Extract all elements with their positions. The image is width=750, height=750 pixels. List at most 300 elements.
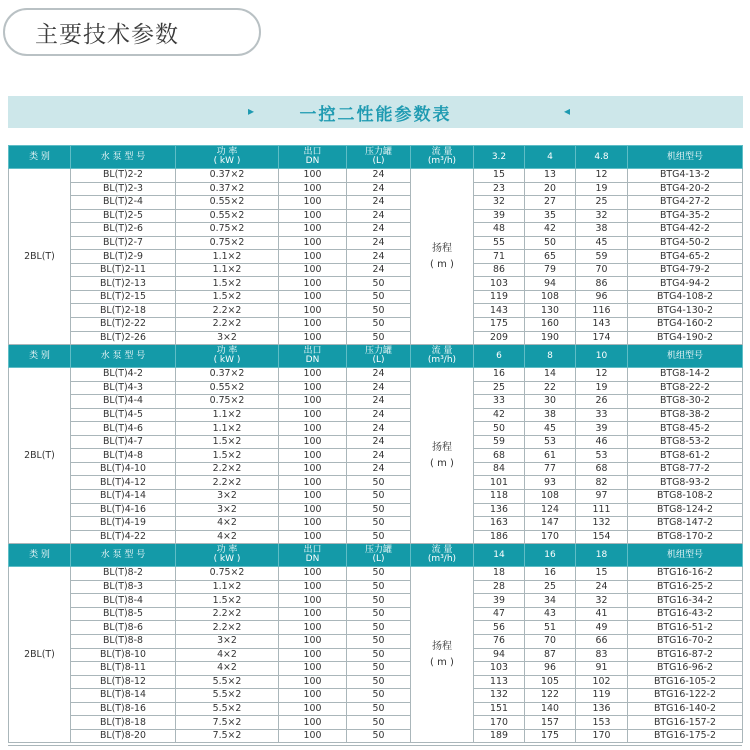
tank-cell: 24 [347,209,411,223]
head-value-cell: 119 [474,290,525,304]
header-tank-unit: (L) [372,355,385,366]
tank-cell: 50 [347,580,411,594]
outlet-cell: 100 [279,277,347,291]
lift-label: 扬程 [432,242,452,254]
head-value-cell: 56 [474,621,525,635]
head-value-cell: 55 [474,236,525,250]
pump-model-cell: BL(T)8-3 [71,580,176,594]
performance-table [8,145,743,743]
head-value-cell: 45 [576,236,628,250]
table-row [9,503,743,517]
unit-model-cell: BTG4-50-2 [628,236,743,250]
table-row [9,368,743,382]
outlet-cell: 100 [279,729,347,743]
power-cell: 2.2×2 [176,621,279,635]
unit-model-cell: BTG8-14-2 [628,368,743,382]
header-unit-model: 机组型号 [628,544,743,567]
pump-model-cell: BL(T)8-8 [71,634,176,648]
head-value-cell: 30 [525,395,576,409]
unit-model-cell: BTG4-27-2 [628,196,743,210]
table-row [9,449,743,463]
unit-model-cell: BTG4-35-2 [628,209,743,223]
table-row [9,689,743,703]
tank-cell: 50 [347,277,411,291]
unit-model-cell: BTG8-108-2 [628,490,743,504]
outlet-cell: 100 [279,435,347,449]
head-value-cell: 12 [576,368,628,382]
table-row [9,675,743,689]
lift-label-cell [411,567,474,743]
head-value-cell: 27 [525,196,576,210]
head-value-cell: 140 [525,702,576,716]
header-power-label: 功 率 [216,545,238,556]
pump-model-cell: BL(T)2-3 [71,182,176,196]
header-outlet-label: 出口 [303,346,322,357]
header-category: 类 别 [9,544,71,567]
arrow-right-icon: ▸ [248,104,255,118]
header-power-label: 功 率 [216,346,238,357]
head-value-cell: 20 [525,182,576,196]
tank-cell: 50 [347,689,411,703]
head-value-cell: 41 [576,607,628,621]
pump-model-cell: BL(T)2-4 [71,196,176,210]
table-row [9,408,743,422]
table-row [9,209,743,223]
header-tank-label: 压力罐 [364,545,392,556]
table-row [9,490,743,504]
unit-model-cell: BTG16-96-2 [628,662,743,676]
power-cell: 3×2 [176,503,279,517]
pump-model-cell: BL(T)8-16 [71,702,176,716]
power-cell: 0.55×2 [176,196,279,210]
pump-model-cell: BL(T)4-14 [71,490,176,504]
table-row [9,236,743,250]
head-value-cell: 186 [474,530,525,544]
unit-model-cell: BTG8-45-2 [628,422,743,436]
outlet-cell: 100 [279,476,347,490]
unit-model-cell: BTG4-160-2 [628,318,743,332]
table-row [9,607,743,621]
power-cell: 3×2 [176,634,279,648]
power-cell: 2.2×2 [176,607,279,621]
header-outlet-unit: DN [305,355,320,366]
head-value-cell: 189 [474,729,525,743]
table-header-row [9,146,743,169]
tank-cell: 50 [347,304,411,318]
section-title: 主要技术参数 [35,21,179,48]
pump-model-cell: BL(T)8-10 [71,648,176,662]
unit-model-cell: BTG16-16-2 [628,567,743,581]
head-value-cell: 35 [525,209,576,223]
head-value-cell: 39 [474,594,525,608]
outlet-cell: 100 [279,530,347,544]
head-value-cell: 70 [576,263,628,277]
power-cell: 1.5×2 [176,594,279,608]
head-value-cell: 47 [474,607,525,621]
header-tank-label: 压力罐 [364,147,392,157]
outlet-cell: 100 [279,290,347,304]
head-value-cell: 136 [576,702,628,716]
header-flow-value: 10 [576,345,628,368]
tank-cell: 50 [347,621,411,635]
tank-cell: 50 [347,716,411,730]
header-outlet [279,345,347,368]
outlet-cell: 100 [279,368,347,382]
outlet-cell: 100 [279,263,347,277]
table-row [9,395,743,409]
table-row [9,318,743,332]
header-flow-label: 流 量 [431,147,453,157]
outlet-cell: 100 [279,318,347,332]
outlet-cell: 100 [279,422,347,436]
header-flow-unit: (m³/h) [427,156,457,166]
power-cell: 2.2×2 [176,462,279,476]
head-value-cell: 51 [525,621,576,635]
table-header-row [9,544,743,567]
head-value-cell: 94 [525,277,576,291]
pump-model-cell: BL(T)4-16 [71,503,176,517]
lift-unit: ( m ) [430,656,454,668]
tank-cell: 50 [347,331,411,345]
head-value-cell: 118 [474,490,525,504]
unit-model-cell: BTG4-94-2 [628,277,743,291]
header-category: 类 别 [9,146,71,169]
table-row [9,476,743,490]
head-value-cell: 170 [576,729,628,743]
header-flow-label: 流 量 [431,545,453,556]
power-cell: 0.75×2 [176,567,279,581]
header-outlet-unit: DN [305,156,320,166]
power-cell: 0.37×2 [176,368,279,382]
tank-cell: 50 [347,662,411,676]
head-value-cell: 76 [474,634,525,648]
tank-cell: 24 [347,196,411,210]
header-unit-model: 机组型号 [628,345,743,368]
unit-model-cell: BTG8-147-2 [628,517,743,531]
tank-cell: 24 [347,381,411,395]
header-tank-unit: (L) [372,554,385,565]
head-value-cell: 209 [474,331,525,345]
tank-cell: 24 [347,236,411,250]
header-flow-value: 4 [525,146,576,169]
head-value-cell: 113 [474,675,525,689]
table-row [9,263,743,277]
head-value-cell: 91 [576,662,628,676]
outlet-cell: 100 [279,196,347,210]
head-value-cell: 83 [576,648,628,662]
pump-model-cell: BL(T)8-14 [71,689,176,703]
outlet-cell: 100 [279,675,347,689]
head-value-cell: 132 [576,517,628,531]
header-flow-value: 6 [474,345,525,368]
head-value-cell: 39 [474,209,525,223]
unit-model-cell: BTG8-30-2 [628,395,743,409]
pump-model-cell: BL(T)8-18 [71,716,176,730]
unit-model-cell: BTG8-22-2 [628,381,743,395]
head-value-cell: 38 [576,223,628,237]
outlet-cell: 100 [279,236,347,250]
head-value-cell: 65 [525,250,576,264]
tank-cell: 24 [347,182,411,196]
outlet-cell: 100 [279,223,347,237]
head-value-cell: 33 [474,395,525,409]
head-value-cell: 101 [474,476,525,490]
head-value-cell: 147 [525,517,576,531]
head-value-cell: 43 [525,607,576,621]
head-value-cell: 49 [576,621,628,635]
head-value-cell: 19 [576,182,628,196]
tank-cell: 50 [347,476,411,490]
head-value-cell: 103 [474,662,525,676]
pump-model-cell: BL(T)2-6 [71,223,176,237]
tank-cell: 24 [347,223,411,237]
header-tank-label: 压力罐 [364,346,392,357]
tank-cell: 24 [347,263,411,277]
power-cell: 1.5×2 [176,449,279,463]
header-power-label: 功 率 [216,147,238,157]
pump-model-cell: BL(T)4-7 [71,435,176,449]
head-value-cell: 50 [525,236,576,250]
head-value-cell: 45 [525,422,576,436]
unit-model-cell: BTG4-20-2 [628,182,743,196]
header-flow [411,146,474,169]
power-cell: 0.37×2 [176,169,279,183]
head-value-cell: 16 [525,567,576,581]
unit-model-cell: BTG8-170-2 [628,530,743,544]
pump-model-cell: BL(T)4-6 [71,422,176,436]
power-cell: 2.2×2 [176,304,279,318]
power-cell: 1.1×2 [176,263,279,277]
head-value-cell: 32 [576,594,628,608]
pump-model-cell: BL(T)2-15 [71,290,176,304]
table-banner [8,96,743,128]
head-value-cell: 50 [474,422,525,436]
lift-label-cell [411,169,474,345]
unit-model-cell: BTG8-38-2 [628,408,743,422]
category-cell: 2BL(T) [9,567,71,743]
pump-model-cell: BL(T)2-18 [71,304,176,318]
header-flow [411,544,474,567]
head-value-cell: 68 [474,449,525,463]
head-value-cell: 174 [576,331,628,345]
power-cell: 3×2 [176,331,279,345]
tank-cell: 24 [347,368,411,382]
pump-model-cell: BL(T)2-5 [71,209,176,223]
head-value-cell: 122 [525,689,576,703]
tank-cell: 24 [347,250,411,264]
head-value-cell: 116 [576,304,628,318]
power-cell: 2.2×2 [176,476,279,490]
table-row [9,422,743,436]
head-value-cell: 12 [576,169,628,183]
unit-model-cell: BTG4-130-2 [628,304,743,318]
pump-model-cell: BL(T)4-5 [71,408,176,422]
head-value-cell: 32 [474,196,525,210]
outlet-cell: 100 [279,331,347,345]
tank-cell: 50 [347,503,411,517]
tank-cell: 50 [347,517,411,531]
head-value-cell: 70 [525,634,576,648]
head-value-cell: 170 [474,716,525,730]
head-value-cell: 71 [474,250,525,264]
unit-model-cell: BTG16-70-2 [628,634,743,648]
power-cell: 7.5×2 [176,729,279,743]
pump-model-cell: BL(T)2-13 [71,277,176,291]
outlet-cell: 100 [279,567,347,581]
pump-model-cell: BL(T)8-5 [71,607,176,621]
head-value-cell: 163 [474,517,525,531]
pump-model-cell: BL(T)4-22 [71,530,176,544]
outlet-cell: 100 [279,689,347,703]
head-value-cell: 39 [576,422,628,436]
outlet-cell: 100 [279,607,347,621]
outlet-cell: 100 [279,517,347,531]
table-row [9,304,743,318]
unit-model-cell: BTG16-87-2 [628,648,743,662]
header-flow-value: 18 [576,544,628,567]
tank-cell: 50 [347,675,411,689]
arrow-left-icon: ◂ [564,104,571,118]
pump-model-cell: BL(T)2-9 [71,250,176,264]
header-tank [347,146,411,169]
unit-model-cell: BTG8-77-2 [628,462,743,476]
power-cell: 1.5×2 [176,290,279,304]
tank-cell: 50 [347,490,411,504]
tank-cell: 50 [347,594,411,608]
power-cell: 1.1×2 [176,408,279,422]
table-row [9,223,743,237]
outlet-cell: 100 [279,702,347,716]
header-category: 类 别 [9,345,71,368]
header-outlet-unit: DN [305,554,320,565]
unit-model-cell: BTG8-61-2 [628,449,743,463]
table-row [9,729,743,743]
tank-cell: 24 [347,395,411,409]
head-value-cell: 18 [474,567,525,581]
head-value-cell: 111 [576,503,628,517]
power-cell: 0.37×2 [176,182,279,196]
pump-model-cell: BL(T)8-2 [71,567,176,581]
power-cell: 5.5×2 [176,702,279,716]
unit-model-cell: BTG4-65-2 [628,250,743,264]
head-value-cell: 25 [576,196,628,210]
unit-model-cell: BTG16-34-2 [628,594,743,608]
pump-model-cell: BL(T)8-4 [71,594,176,608]
table-row [9,277,743,291]
outlet-cell: 100 [279,408,347,422]
lift-unit: ( m ) [430,457,454,469]
header-flow [411,345,474,368]
head-value-cell: 93 [525,476,576,490]
power-cell: 3×2 [176,490,279,504]
head-value-cell: 136 [474,503,525,517]
unit-model-cell: BTG16-25-2 [628,580,743,594]
header-flow-value: 8 [525,345,576,368]
outlet-cell: 100 [279,594,347,608]
head-value-cell: 33 [576,408,628,422]
head-value-cell: 96 [576,290,628,304]
head-value-cell: 119 [576,689,628,703]
head-value-cell: 42 [474,408,525,422]
power-cell: 4×2 [176,648,279,662]
head-value-cell: 15 [576,567,628,581]
power-cell: 4×2 [176,517,279,531]
power-cell: 4×2 [176,530,279,544]
head-value-cell: 34 [525,594,576,608]
head-value-cell: 82 [576,476,628,490]
unit-model-cell: BTG16-51-2 [628,621,743,635]
table-row [9,594,743,608]
header-flow-label: 流 量 [431,346,453,357]
pump-model-cell: BL(T)2-11 [71,263,176,277]
head-value-cell: 26 [576,395,628,409]
table-row [9,702,743,716]
header-flow-value: 4.8 [576,146,628,169]
table-row [9,169,743,183]
pump-model-cell: BL(T)4-4 [71,395,176,409]
lift-label: 扬程 [432,441,452,453]
head-value-cell: 102 [576,675,628,689]
head-value-cell: 160 [525,318,576,332]
head-value-cell: 124 [525,503,576,517]
table-bottom-border [8,745,742,746]
head-value-cell: 96 [525,662,576,676]
header-flow-value: 16 [525,544,576,567]
outlet-cell: 100 [279,634,347,648]
tank-cell: 50 [347,290,411,304]
head-value-cell: 46 [576,435,628,449]
header-outlet-label: 出口 [303,545,322,556]
head-value-cell: 77 [525,462,576,476]
head-value-cell: 19 [576,381,628,395]
header-unit-model: 机组型号 [628,146,743,169]
head-value-cell: 15 [474,169,525,183]
outlet-cell: 100 [279,304,347,318]
pump-model-cell: BL(T)2-7 [71,236,176,250]
head-value-cell: 16 [474,368,525,382]
header-pump-model: 水 泵 型 号 [71,345,176,368]
tank-cell: 24 [347,449,411,463]
unit-model-cell: BTG16-140-2 [628,702,743,716]
power-cell: 5.5×2 [176,689,279,703]
head-value-cell: 42 [525,223,576,237]
pump-model-cell: BL(T)4-8 [71,449,176,463]
outlet-cell: 100 [279,462,347,476]
power-cell: 4×2 [176,662,279,676]
head-value-cell: 66 [576,634,628,648]
tank-cell: 24 [347,462,411,476]
lift-unit: ( m ) [430,258,454,270]
head-value-cell: 23 [474,182,525,196]
head-value-cell: 130 [525,304,576,318]
tank-cell: 50 [347,729,411,743]
power-cell: 1.1×2 [176,580,279,594]
header-power [176,345,279,368]
unit-model-cell: BTG16-157-2 [628,716,743,730]
outlet-cell: 100 [279,169,347,183]
outlet-cell: 100 [279,621,347,635]
header-power [176,544,279,567]
power-cell: 0.55×2 [176,381,279,395]
outlet-cell: 100 [279,381,347,395]
pump-model-cell: BL(T)2-22 [71,318,176,332]
power-cell: 5.5×2 [176,675,279,689]
header-flow-unit: (m³/h) [427,355,457,366]
head-value-cell: 151 [474,702,525,716]
power-cell: 0.75×2 [176,236,279,250]
head-value-cell: 32 [576,209,628,223]
tank-cell: 50 [347,567,411,581]
